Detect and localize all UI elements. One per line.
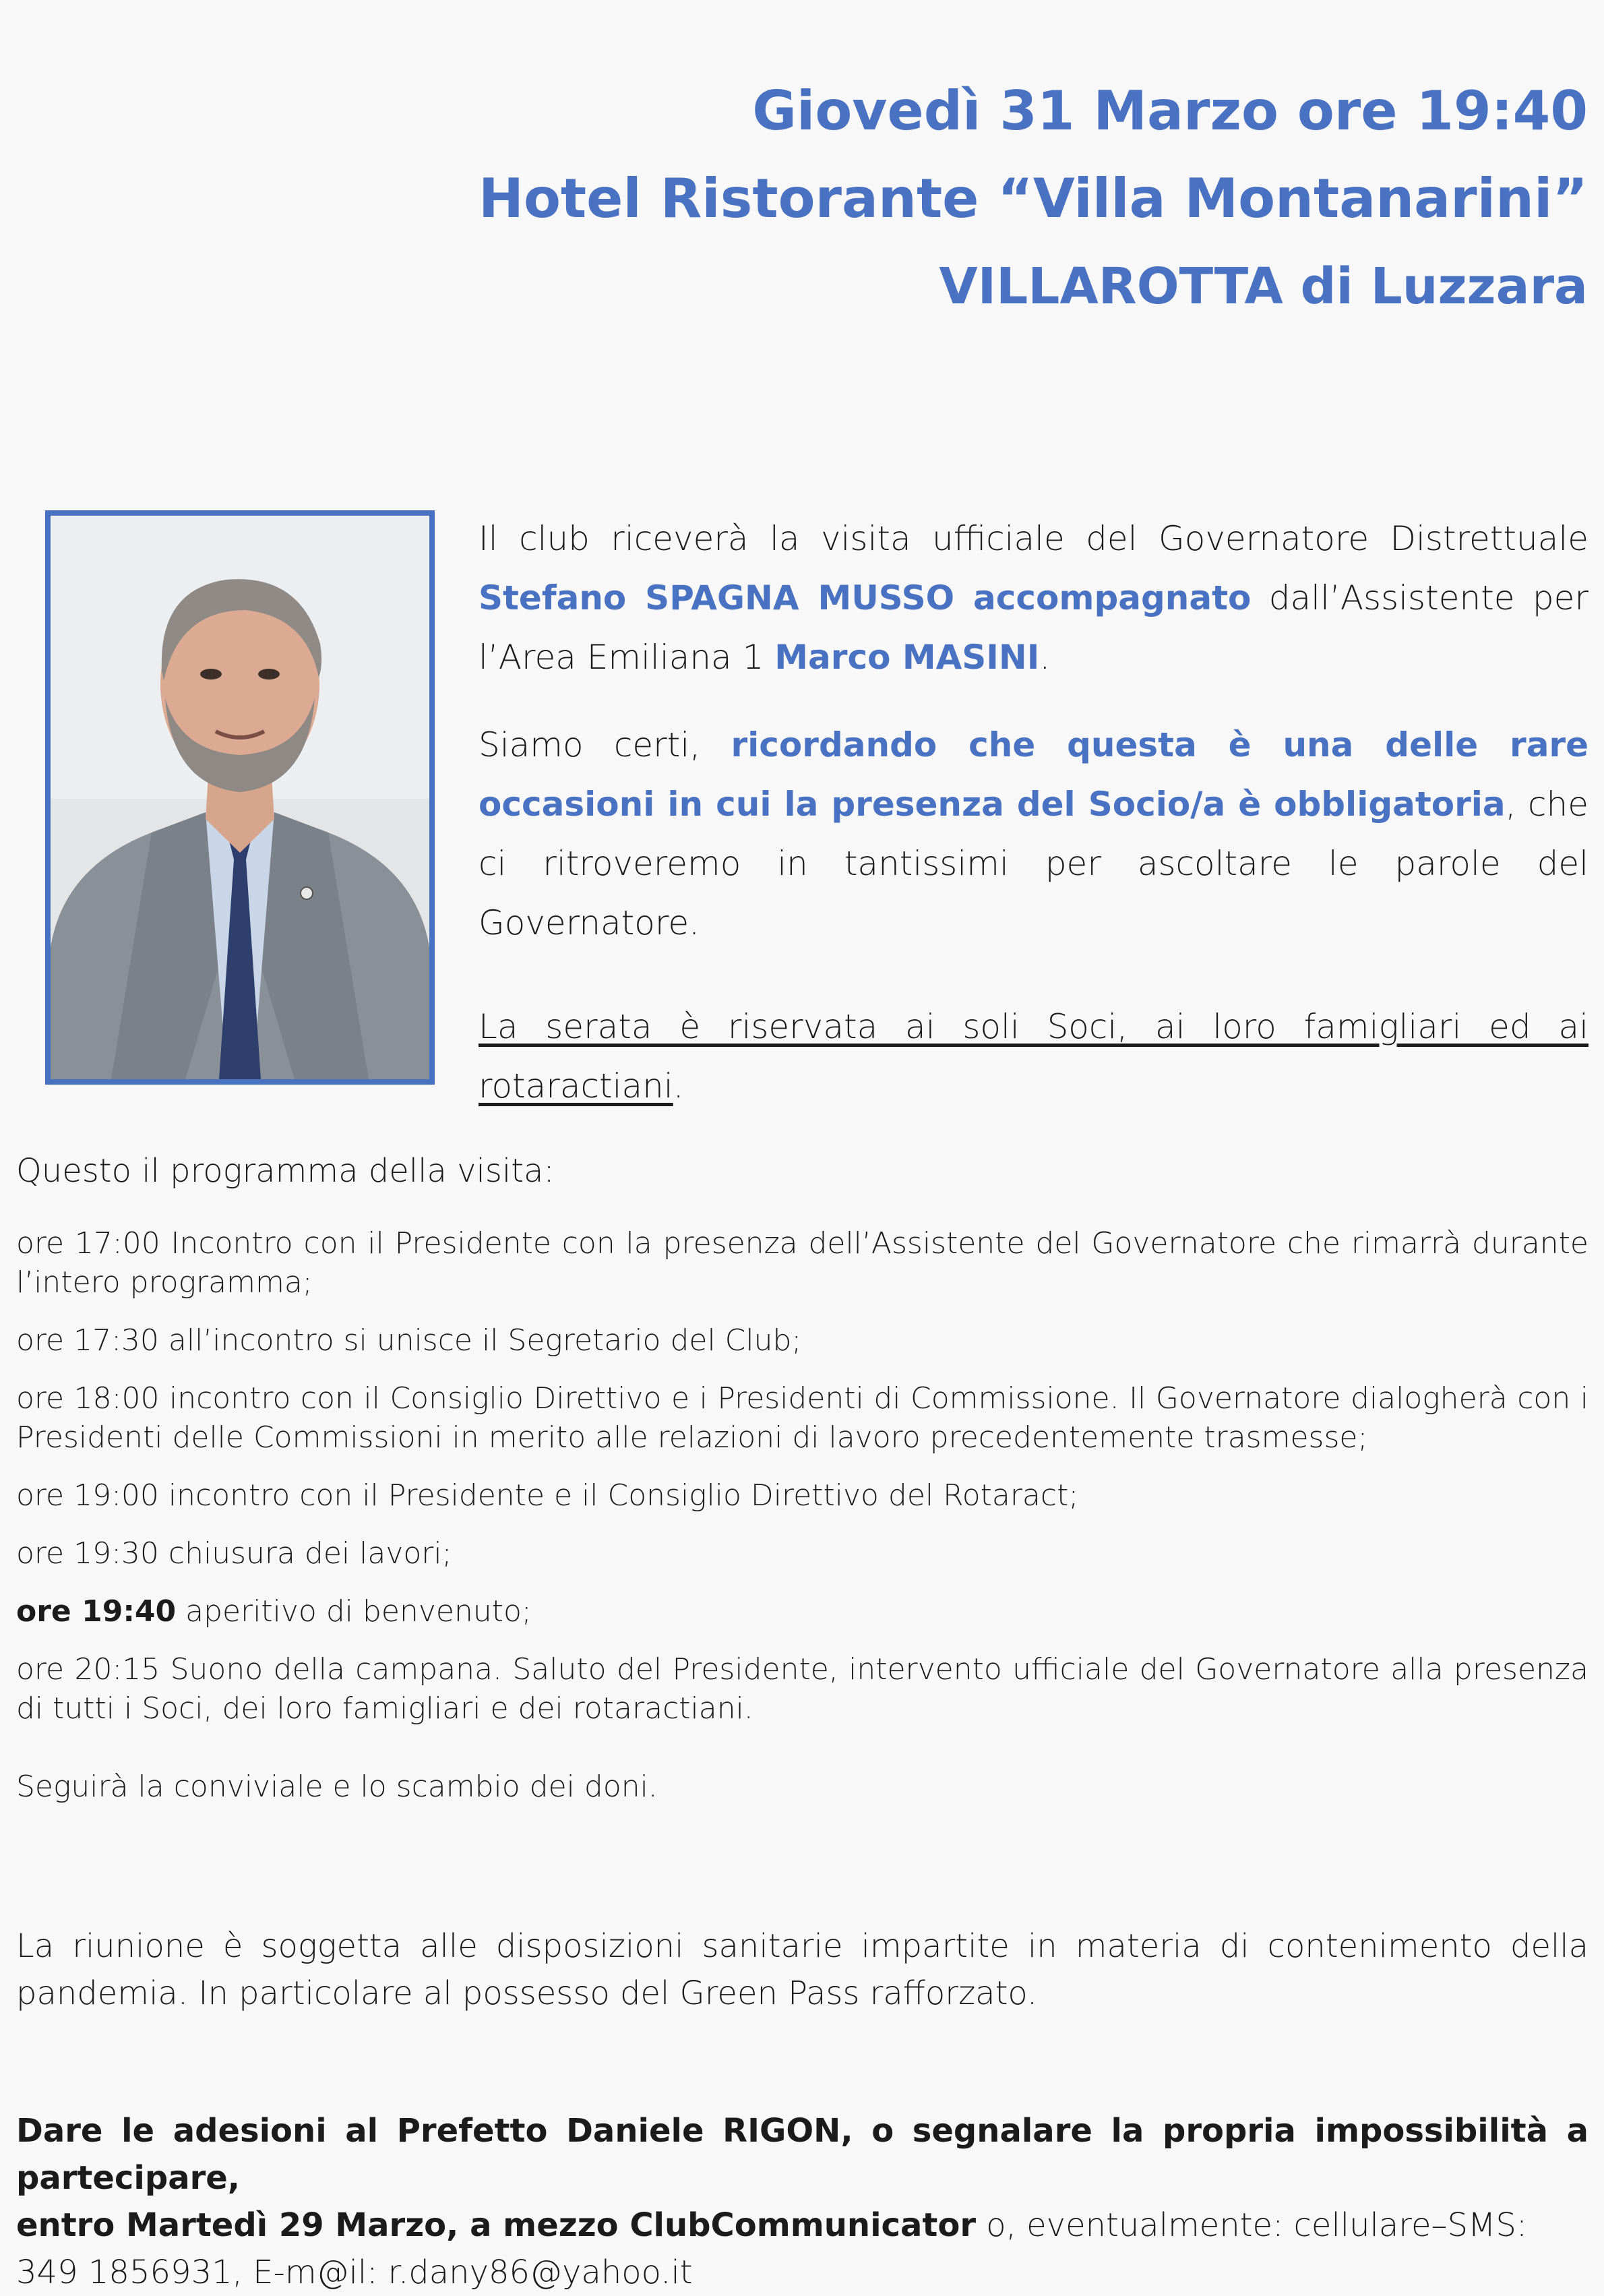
intro-p1-text-2: dall’Assistente per l’Area Emiliana 1 [479, 578, 1588, 677]
rsvp-deadline: entro Martedì 29 Marzo, a mezzo ClubCommunicator [16, 2206, 976, 2244]
visit-program [16, 1151, 1588, 1825]
intro-p2-text: Siamo certi, [479, 725, 731, 764]
rsvp-footer [16, 2107, 1588, 2296]
intro-p2-text-2: , che ci ritroveremo in tantissimi per ascoltare le parole del Governatore. [479, 785, 1589, 942]
rsvp-line-1: Dare le adesioni al Prefetto Daniele RIGON, o segnalare la propria impossibilità a partecipare, [16, 2112, 1588, 2197]
program-item: ore 19:30 chiusura dei lavori; [16, 1536, 452, 1571]
intro-paragraph-reserved [479, 997, 1588, 1116]
health-notice [16, 1923, 1588, 2017]
intro-text [479, 509, 1588, 1116]
rsvp-contact-line: 349 1856931, E-m@il: r.dany86@yahoo.it [16, 2254, 693, 2291]
intro-p3-end: . [673, 1066, 684, 1106]
portrait-image [51, 516, 429, 1079]
event-header [307, 67, 1588, 330]
program-item: ore 19:00 incontro con il Presidente e il Consiglio Direttivo del Rotaract; [16, 1478, 1079, 1513]
health-notice-text: La riunione è soggetta alle disposizioni sanitarie impartite in materia di contenimento della pandemia. In particolare al possesso del Green Pass rafforzato. [16, 1927, 1588, 2012]
program-closing: Seguirà la conviviale e lo scambio dei doni. [16, 1770, 658, 1804]
assistant-name: Marco MASINI [774, 638, 1040, 677]
program-item: ore 17:00 Incontro con il Presidente con la presenza dell’Assistente del Governatore che rimarrà durante l’intero programma; [16, 1226, 1588, 1300]
aperitivo-text: aperitivo di benvenuto; [176, 1594, 532, 1629]
rsvp-line-2 [16, 2202, 1588, 2249]
governor-name: Stefano SPAGNA MUSSO accompagnato [479, 578, 1252, 617]
event-venue: Hotel Ristorante “Villa Montanarini” [479, 167, 1588, 230]
governor-portrait-photo [45, 510, 435, 1085]
program-item: ore 18:00 incontro con il Consiglio Direttivo e i Presidenti di Commissione. Il Governatore dialogherà con i Presidenti delle Commissioni in merito alle relazioni di lavoro precedentemente trasmesse; [16, 1381, 1588, 1455]
rsvp-alt-contact: o, eventualmente: cellulare–SMS: [976, 2206, 1528, 2244]
intro-paragraph-attendance [479, 715, 1588, 953]
intro-paragraph-visit [479, 509, 1588, 687]
program-item-aperitivo [16, 1592, 1588, 1631]
event-date-time: Giovedì 31 Marzo ore 19:40 [752, 80, 1588, 142]
reserved-evening-note: La serata è riservata ai soli Soci, ai loro famigliari ed ai rotaractiani [479, 1007, 1588, 1106]
program-item: ore 17:30 all’incontro si unisce il Segretario del Club; [16, 1323, 802, 1358]
program-item: ore 20:15 Suono della campana. Saluto del Presidente, intervento ufficiale del Governatore alla presenza di tutti i Soci, dei loro famigliari e dei rotaractiani. [16, 1652, 1588, 1726]
aperitivo-time: ore 19:40 [16, 1594, 177, 1629]
mandatory-attendance-note: ricordando che questa è una delle rare occasioni in cui la presenza del Socio/a è obbligatoria [479, 725, 1589, 824]
event-location: VILLAROTTA di Luzzara [939, 258, 1588, 315]
program-heading: Questo il programma della visita: [16, 1152, 555, 1190]
intro-p1-text: Il club riceverà la visita ufficiale del Governatore Distrettuale [479, 519, 1588, 558]
intro-p1-end: . [1039, 638, 1051, 677]
